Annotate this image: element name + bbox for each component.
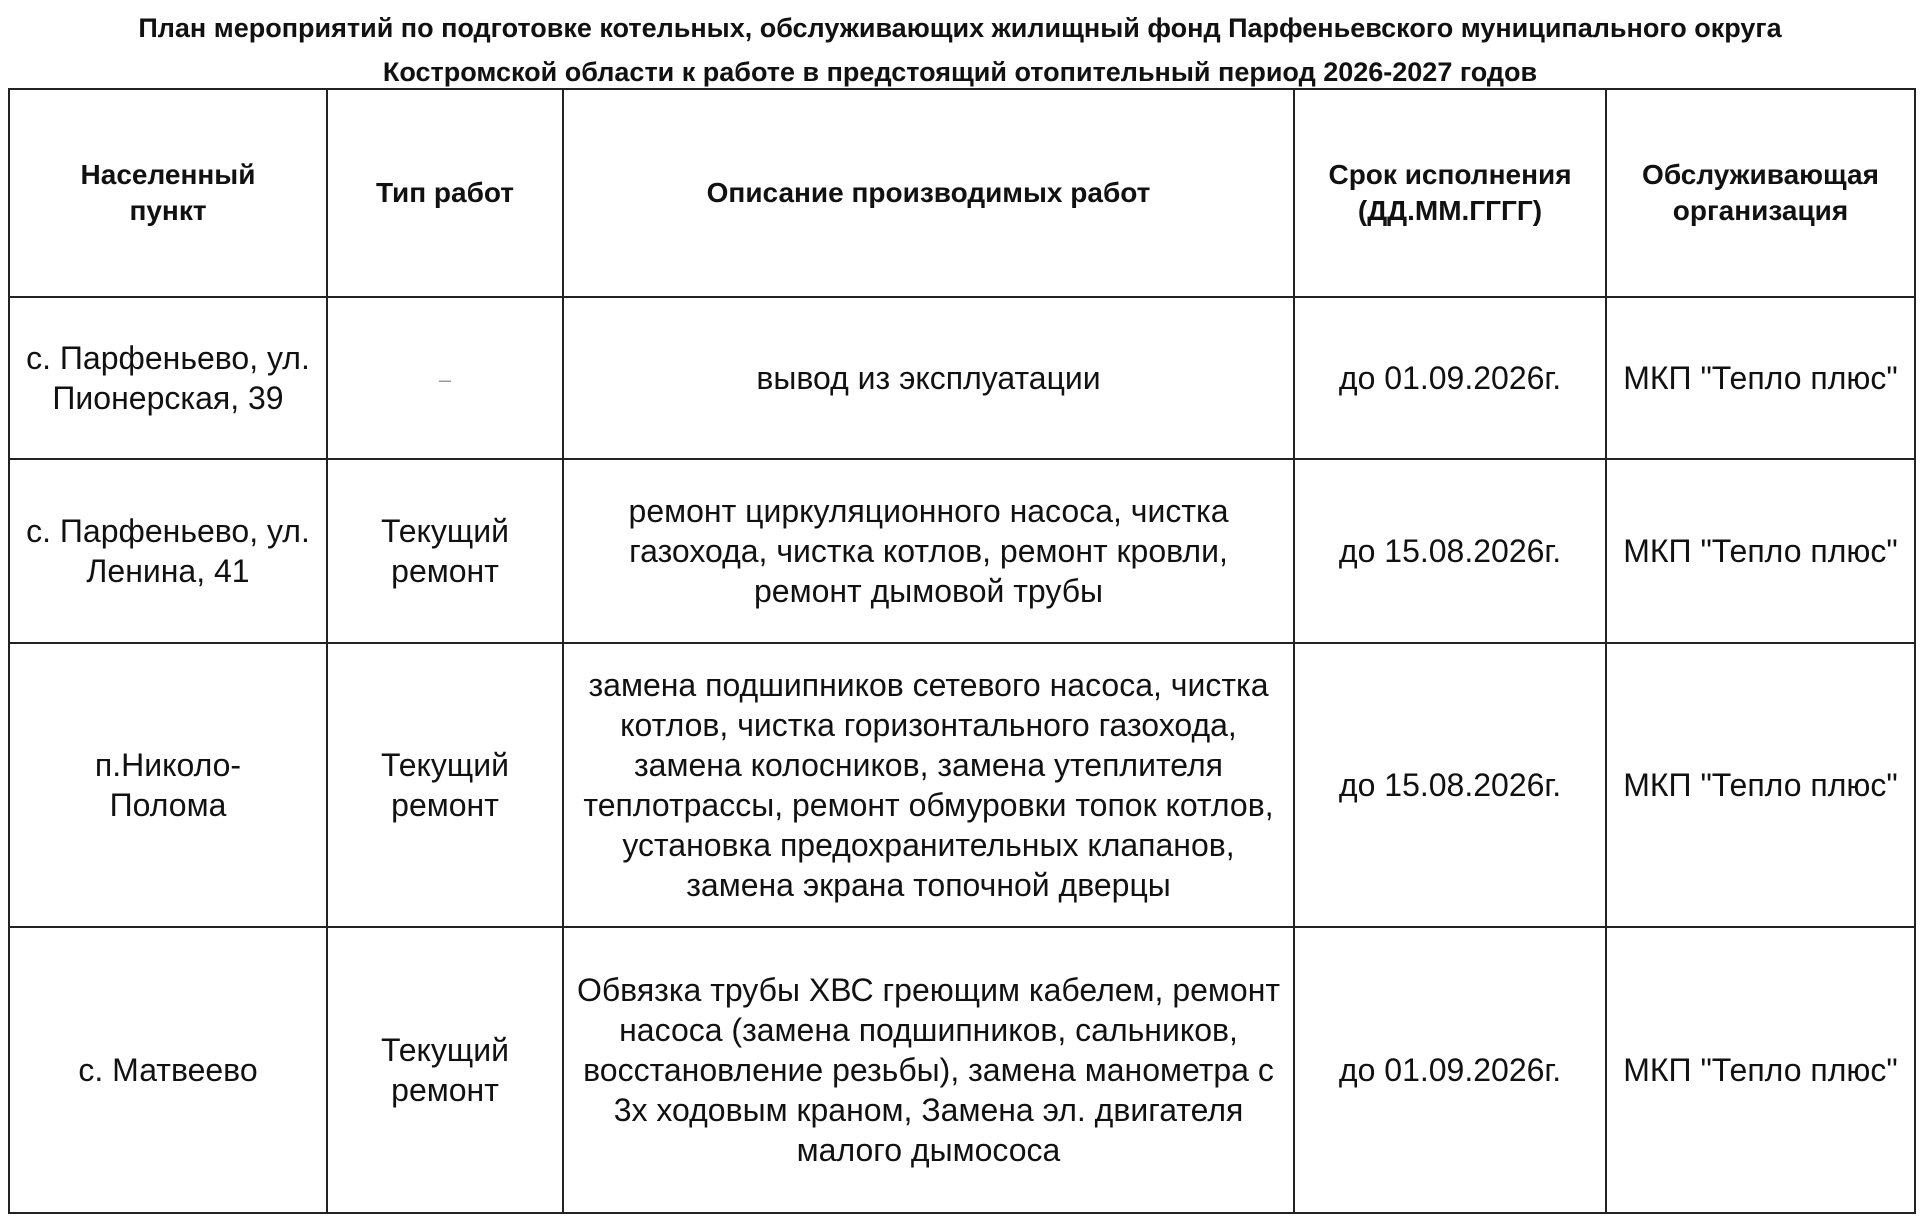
header-deadline: Срок исполнения (ДД.ММ.ГГГГ)	[1294, 89, 1606, 297]
cell-organization: МКП "Тепло плюс"	[1606, 643, 1915, 927]
cell-deadline: до 01.09.2026г.	[1294, 927, 1606, 1213]
cell-deadline: до 15.08.2026г.	[1294, 459, 1606, 643]
cell-organization: МКП "Тепло плюс"	[1606, 297, 1915, 459]
cell-work-type: Текущий ремонт	[327, 643, 563, 927]
cell-work-type: Текущий ремонт	[327, 459, 563, 643]
cell-organization: МКП "Тепло плюс"	[1606, 459, 1915, 643]
cell-description: ремонт циркуляционного насоса, чистка газохода, чистка котлов, ремонт кровли, ремонт дымовой трубы	[563, 459, 1294, 643]
cell-description: вывод из эксплуатации	[563, 297, 1294, 459]
cell-settlement: п.Николо-Полома	[9, 643, 327, 927]
title-line-2: Костромской области к работе в предстоящий отопительный период 2026-2027 годов	[382, 57, 1538, 87]
table-row	[9, 643, 1915, 927]
empty-dash: –	[438, 367, 452, 392]
cell-deadline: до 01.09.2026г.	[1294, 297, 1606, 459]
plan-table	[8, 88, 1916, 1214]
document-title	[0, 6, 1920, 94]
table-row	[9, 459, 1915, 643]
cell-settlement: с. Парфеньево, ул. Ленина, 41	[9, 459, 327, 643]
header-organization: Обслуживающая организация	[1606, 89, 1915, 297]
header-work-type: Тип работ	[327, 89, 563, 297]
cell-deadline: до 15.08.2026г.	[1294, 643, 1606, 927]
cell-organization: МКП "Тепло плюс"	[1606, 927, 1915, 1213]
cell-work-type	[327, 297, 563, 459]
table-row	[9, 297, 1915, 459]
header-description: Описание производимых работ	[563, 89, 1294, 297]
cell-work-type: Текущий ремонт	[327, 927, 563, 1213]
cell-description: замена подшипников сетевого насоса, чистка котлов, чистка горизонтального газохода, замена колосников, замена утеплителя теплотрассы, ремонт обмуровки топок котлов, установка предохранительных клапанов, замена экрана топочной дверцы	[563, 643, 1294, 927]
cell-settlement: с. Матвеево	[9, 927, 327, 1213]
header-settlement: Населенный пункт	[9, 89, 327, 297]
table-row	[9, 927, 1915, 1213]
title-line-1: План мероприятий по подготовке котельных, обслуживающих жилищный фонд Парфеньевского муниципального округа	[138, 13, 1782, 43]
table-header-row	[9, 89, 1915, 297]
cell-description: Обвязка трубы ХВС греющим кабелем, ремонт насоса (замена подшипников, сальников, восстановление резьбы), замена манометра с 3х ходовым краном, Замена эл. двигателя малого дымососа	[563, 927, 1294, 1213]
cell-settlement: с. Парфеньево, ул. Пионерская, 39	[9, 297, 327, 459]
